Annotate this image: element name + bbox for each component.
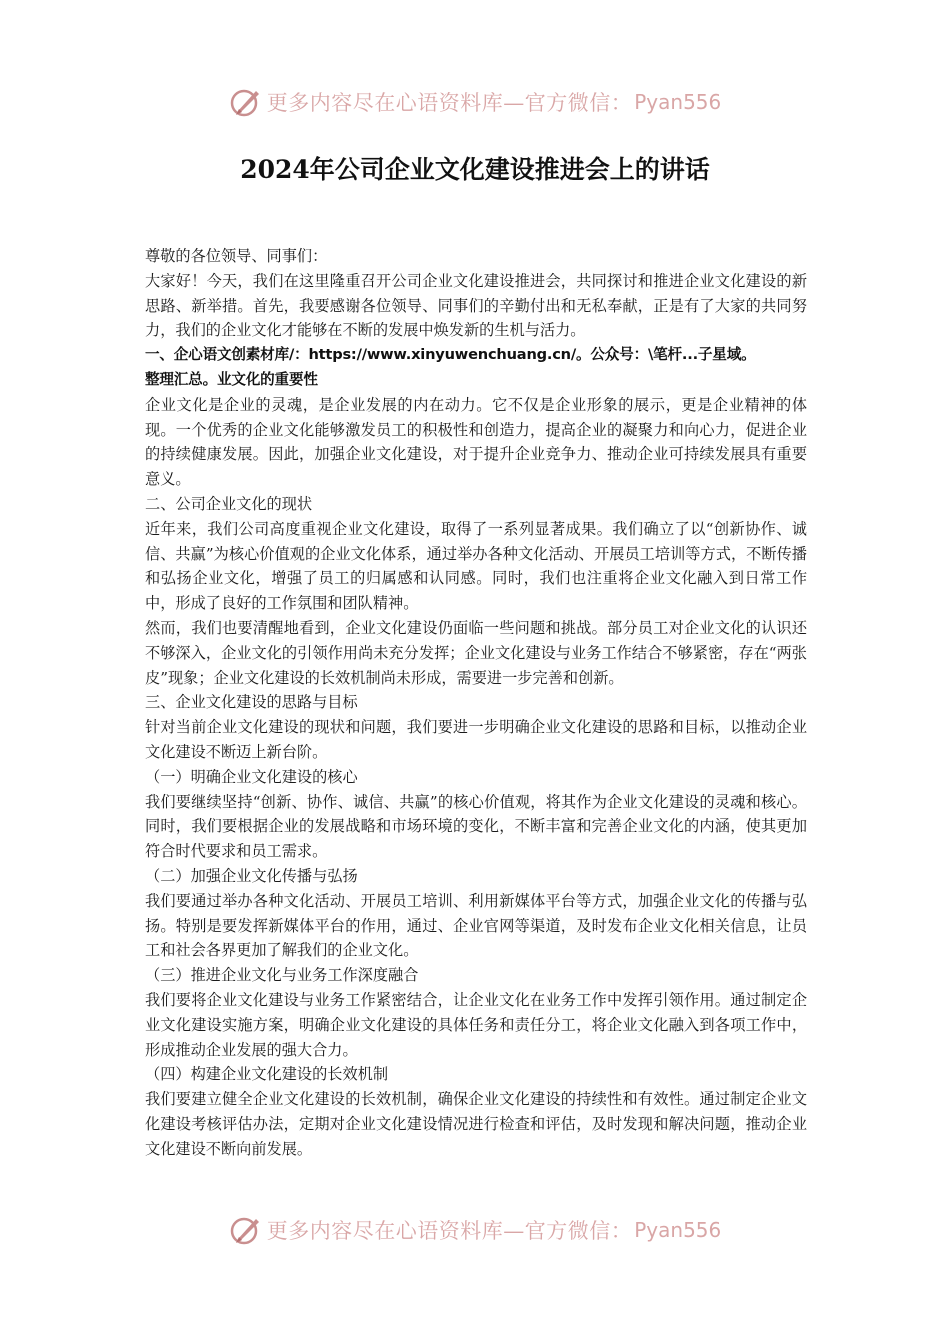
section-heading: 整理汇总。业文化的重要性 — [145, 370, 318, 388]
subsection-heading: （一）明确企业文化建设的核心 — [145, 767, 358, 786]
quill-pen-logo-icon — [229, 1213, 263, 1247]
paragraph: 我们要将企业文化建设与业务工作紧密结合，让企业文化在业务工作中发挥引领作用。通过制定企业文化建设实施方案，明确企业文化建设的具体任务和责任分工，将企业文化融入到各项工作中，形成推动企业发展的强大合力。 — [145, 990, 807, 1059]
banner-wechat-id: Pyan556 — [634, 1218, 722, 1242]
subsection-heading: （四）构建企业文化建设的长效机制 — [145, 1065, 388, 1084]
paragraph: 我们要通过举办各种文化活动、开展员工培训、利用新媒体平台等方式，加强企业文化的传播与弘扬。特别是要发挥新媒体平台的作用，通过、企业官网等渠道，及时发布企业文化相关信息，让员工和社会各界更加了解我们的企业文化。 — [145, 891, 807, 960]
section-heading: 三、企业文化建设的思路与目标 — [145, 693, 358, 712]
paragraph: 针对当前企业文化建设的现状和问题，我们要进一步明确企业文化建设的思路和目标，以推动企业文化建设不断迈上新台阶。 — [145, 718, 807, 761]
paragraph: 大家好！今天，我们在这里隆重召开公司企业文化建设推进会，共同探讨和推进企业文化建设的新思路、新举措。首先，我要感谢各位领导、同事们的辛勤付出和无私奉献，正是有了大家的共同努力，我们的企业文化才能够在不断的发展中焕发新的生机与活力。 — [145, 271, 807, 340]
page-title: 2024年公司企业文化建设推进会上的讲话 — [240, 155, 710, 184]
greeting: 尊敬的各位领导、同事们： — [145, 247, 328, 265]
top-banner — [0, 80, 950, 124]
watermark-line: 一、企心语文创素材库/：https://www.xinyuwenchuang.cn/。公众号：\笔杆...子星域。 — [145, 346, 756, 364]
banner-text: 更多内容尽在心语资料库—官方微信： — [266, 1219, 633, 1243]
paragraph: 然而，我们也要清醒地看到，企业文化建设仍面临一些问题和挑战。部分员工对企业文化的认识还不够深入，企业文化的引领作用尚未充分发挥；企业文化建设与业务工作结合不够紧密，存在“两张皮”现象；企业文化建设的长效机制尚未形成，需要进一步完善和创新。 — [145, 618, 807, 687]
paragraph: 企业文化是企业的灵魂，是企业发展的内在动力。它不仅是企业形象的展示，更是企业精神的体现。一个优秀的企业文化能够激发员工的积极性和创造力，提高企业的凝聚力和向心力，促进企业的持续健康发展。因此，加强企业文化建设，对于提升企业竞争力、推动企业可持续发展具有重要意义。 — [145, 395, 807, 489]
quill-pen-logo-icon — [229, 85, 263, 119]
banner-text: 更多内容尽在心语资料库—官方微信： — [266, 91, 633, 115]
subsection-heading: （三）推进企业文化与业务工作深度融合 — [145, 966, 419, 985]
bottom-banner — [0, 1208, 950, 1252]
paragraph: 我们要建立健全企业文化建设的长效机制，确保企业文化建设的持续性和有效性。通过制定企业文化建设考核评估办法，定期对企业文化建设情况进行检查和评估，及时发现和解决问题，推动企业文化建设不断向前发展。 — [145, 1090, 807, 1158]
section-heading: 二、公司企业文化的现状 — [145, 494, 313, 513]
paragraph: 近年来，我们公司高度重视企业文化建设，取得了一系列显著成果。我们确立了以“创新协作、诚信、共赢”为核心价值观的企业文化体系，通过举办各种文化活动、开展员工培训等方式，不断传播和弘扬企业文化，增强了员工的归属感和认同感。同时，我们也注重将企业文化融入到日常工作中，形成了良好的工作氛围和团队精神。 — [145, 519, 807, 613]
subsection-heading: （二）加强企业文化传播与弘扬 — [145, 866, 358, 885]
banner-wechat-id: Pyan556 — [634, 90, 722, 114]
document-body — [145, 244, 807, 1161]
paragraph: 我们要继续坚持“创新、协作、诚信、共赢”的核心价值观，将其作为企业文化建设的灵魂和核心。同时，我们要根据企业的发展战略和市场环境的变化，不断丰富和完善企业文化的内涵，使其更加符合时代要求和员工需求。 — [145, 792, 807, 861]
